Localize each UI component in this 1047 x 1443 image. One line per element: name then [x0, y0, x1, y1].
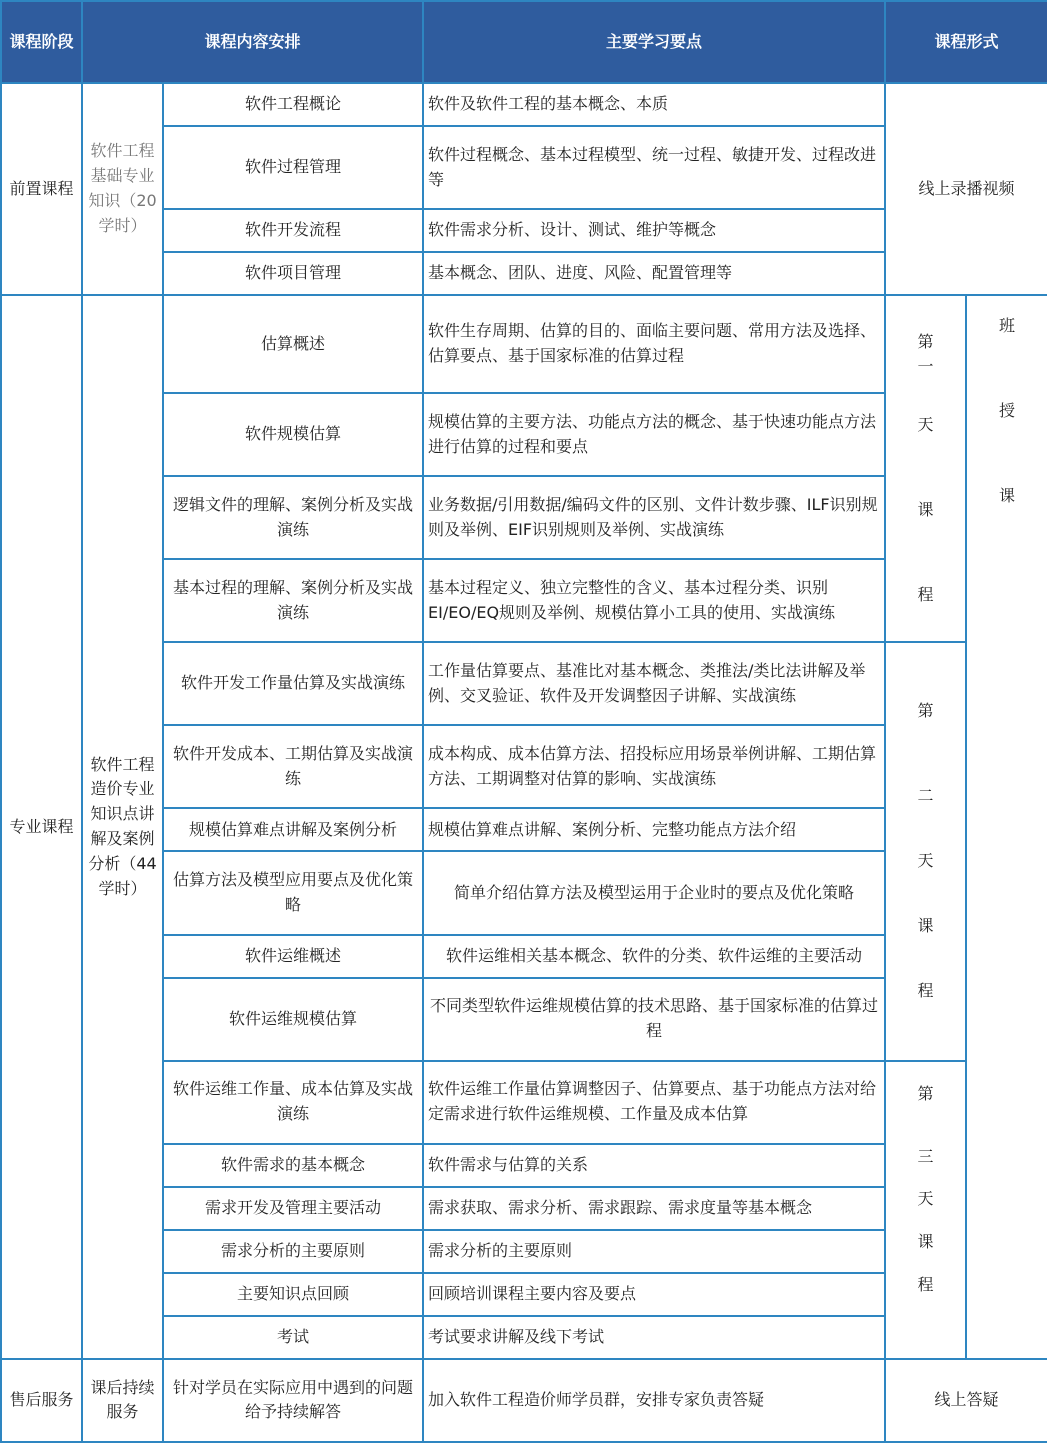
topic-cell: 考试 — [163, 1316, 423, 1359]
topic-cell: 软件运维概述 — [163, 935, 423, 978]
table-row — [1, 1359, 1047, 1442]
topic-cell: 主要知识点回顾 — [163, 1273, 423, 1316]
points-cell: 基本概念、团队、进度、风险、配置管理等 — [423, 252, 885, 295]
points-cell: 加入软件工程造价师学员群，安排专家负责答疑 — [423, 1359, 885, 1442]
format-pro: 班 授 课 — [966, 295, 1047, 1359]
topic-cell: 基本过程的理解、案例分析及实战演练 — [163, 559, 423, 642]
topic-cell: 软件过程管理 — [163, 126, 423, 209]
day1-label: 第 一 天 课 程 — [885, 295, 966, 642]
points-cell: 软件过程概念、基本过程模型、统一过程、敏捷开发、过程改进等 — [423, 126, 885, 209]
module-pre: 软件工程基础专业知识（20学时） — [82, 83, 163, 295]
points-cell: 软件及软件工程的基本概念、本质 — [423, 83, 885, 126]
topic-cell: 需求开发及管理主要活动 — [163, 1187, 423, 1230]
topic-cell: 需求分析的主要原则 — [163, 1230, 423, 1273]
topic-cell: 软件开发工作量估算及实战演练 — [163, 642, 423, 725]
points-cell: 工作量估算要点、基准比对基本概念、类推法/类比法讲解及举例、交叉验证、软件及开发调整因子讲解、实战演练 — [423, 642, 885, 725]
topic-cell: 软件规模估算 — [163, 393, 423, 476]
points-cell: 基本过程定义、独立完整性的含义、基本过程分类、识别EI/EO/EQ规则及举例、规模估算小工具的使用、实战演练 — [423, 559, 885, 642]
topic-cell: 软件开发成本、工期估算及实战演练 — [163, 725, 423, 808]
points-cell: 软件生存周期、估算的目的、面临主要问题、常用方法及选择、估算要点、基于国家标准的估算过程 — [423, 295, 885, 393]
table-row — [1, 295, 1047, 393]
points-cell: 考试要求讲解及线下考试 — [423, 1316, 885, 1359]
points-cell: 业务数据/引用数据/编码文件的区别、文件计数步骤、ILF识别规则及举例、EIF识别规则及举例、实战演练 — [423, 476, 885, 559]
stage-label-pre: 前置课程 — [1, 83, 82, 295]
points-cell: 软件需求与估算的关系 — [423, 1144, 885, 1187]
points-cell: 成本构成、成本估算方法、招投标应用场景举例讲解、工期估算方法、工期调整对估算的影响、实战演练 — [423, 725, 885, 808]
points-cell: 软件运维相关基本概念、软件的分类、软件运维的主要活动 — [423, 935, 885, 978]
stage-label-pro: 专业课程 — [1, 295, 82, 1359]
format-after: 线上答疑 — [885, 1359, 1047, 1442]
header-format: 课程形式 — [885, 1, 1047, 83]
day3-label: 第 三 天 课 程 — [885, 1061, 966, 1359]
topic-cell: 估算概述 — [163, 295, 423, 393]
topic-cell: 软件项目管理 — [163, 252, 423, 295]
module-pro: 软件工程造价专业知识点讲解及案例分析（44学时） — [82, 295, 163, 1359]
points-cell: 需求分析的主要原则 — [423, 1230, 885, 1273]
topic-cell: 软件运维工作量、成本估算及实战演练 — [163, 1061, 423, 1144]
points-cell: 规模估算的主要方法、功能点方法的概念、基于快速功能点方法进行估算的过程和要点 — [423, 393, 885, 476]
points-cell: 软件运维工作量估算调整因子、估算要点、基于功能点方法对给定需求进行软件运维规模、工作量及成本估算 — [423, 1061, 885, 1144]
topic-cell: 软件需求的基本概念 — [163, 1144, 423, 1187]
day2-label: 第 二 天 课 程 — [885, 642, 966, 1060]
table-row — [1, 83, 1047, 126]
header-points: 主要学习要点 — [423, 1, 885, 83]
header-row — [1, 1, 1047, 83]
stage-label-after: 售后服务 — [1, 1359, 82, 1442]
topic-cell: 针对学员在实际应用中遇到的问题给予持续解答 — [163, 1359, 423, 1442]
points-cell: 软件需求分析、设计、测试、维护等概念 — [423, 209, 885, 252]
points-cell: 需求获取、需求分析、需求跟踪、需求度量等基本概念 — [423, 1187, 885, 1230]
format-pre: 线上录播视频 — [885, 83, 1047, 295]
header-content: 课程内容安排 — [82, 1, 423, 83]
topic-cell: 软件工程概论 — [163, 83, 423, 126]
topic-cell: 估算方法及模型应用要点及优化策略 — [163, 851, 423, 934]
topic-cell: 规模估算难点讲解及案例分析 — [163, 808, 423, 851]
points-cell: 回顾培训课程主要内容及要点 — [423, 1273, 885, 1316]
header-stage: 课程阶段 — [1, 1, 82, 83]
topic-cell: 软件运维规模估算 — [163, 978, 423, 1061]
topic-cell: 软件开发流程 — [163, 209, 423, 252]
points-cell: 简单介绍估算方法及模型运用于企业时的要点及优化策略 — [423, 851, 885, 934]
module-after: 课后持续服务 — [82, 1359, 163, 1442]
topic-cell: 逻辑文件的理解、案例分析及实战演练 — [163, 476, 423, 559]
points-cell: 规模估算难点讲解、案例分析、完整功能点方法介绍 — [423, 808, 885, 851]
points-cell: 不同类型软件运维规模估算的技术思路、基于国家标准的估算过程 — [423, 978, 885, 1061]
